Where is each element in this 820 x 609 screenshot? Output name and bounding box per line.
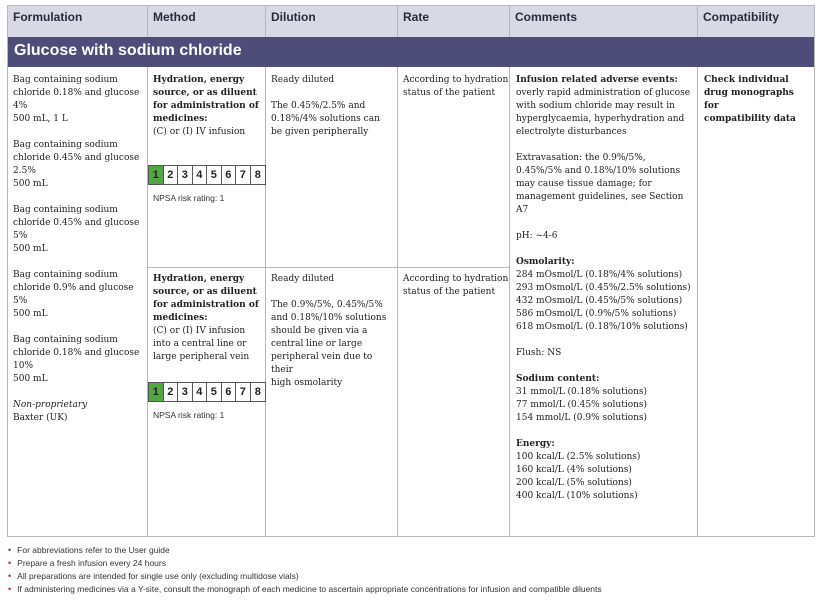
drug-title: Glucose with sodium chloride xyxy=(8,37,814,67)
comment-line: with sodium chloride may result in xyxy=(516,101,675,111)
formulation-line: 500 mL xyxy=(13,309,48,319)
compat-line: compatibility data xyxy=(704,114,796,124)
npsa-cell: 6 xyxy=(222,383,237,401)
header-comments: Comments xyxy=(510,6,698,37)
npsa-cell: 2 xyxy=(164,383,179,401)
npsa-cell: 7 xyxy=(236,383,251,401)
rate-row2 xyxy=(403,273,508,299)
ph-value: pH: ~4-6 xyxy=(516,231,558,241)
dilution-line: should be given via a xyxy=(271,326,368,336)
extravasation xyxy=(516,152,691,217)
formulation-line: 500 mL xyxy=(13,244,48,254)
npsa-cell: 2 xyxy=(164,166,179,184)
flush: Flush: NS xyxy=(516,348,562,358)
header-compatibility: Compatibility xyxy=(698,6,814,37)
dilution-line: high osmolarity xyxy=(271,378,343,388)
npsa-scale-2 xyxy=(148,382,266,402)
method-line: source, or as diluent xyxy=(153,287,257,297)
footnote-text: All preparations are intended for single use only (excluding multidose vials) xyxy=(17,571,299,581)
method-row1 xyxy=(153,74,259,139)
footnotes xyxy=(8,544,602,596)
footnote-text: If administering medicines via a Y-site, consult the monograph of each medicine to ascertain appropriate concentrations for infusion and compatible diluents xyxy=(17,584,602,594)
formulation-item xyxy=(13,334,142,386)
formulation-item xyxy=(13,269,142,321)
dilution-line: The 0.9%/5%, 0.45%/5% xyxy=(271,300,383,310)
comment-line: 31 mmol/L (0.18% solutions) xyxy=(516,387,648,397)
comment-line: 618 mOsmol/L (0.18%/10% solutions) xyxy=(516,322,688,332)
rate-row1 xyxy=(403,74,508,100)
footnote-text: For abbreviations refer to the User guide xyxy=(17,545,170,555)
npsa-cell: 1 xyxy=(149,383,164,401)
method-line: for administration of xyxy=(153,300,259,310)
formulation-item xyxy=(13,139,142,191)
comment-line: 200 kcal/L (5% solutions) xyxy=(516,478,632,488)
rate-line: status of the patient xyxy=(403,88,496,98)
sodium-content xyxy=(516,373,691,425)
compat-line: drug monographs for xyxy=(704,88,794,111)
footnote: • If administering medicines via a Y-site, consult the monograph of each medicine to ascertain appropriate concentrations for infusion and compatible diluents xyxy=(8,584,602,594)
method-line: into a central line or xyxy=(153,339,247,349)
method-line: (C) or (I) IV infusion xyxy=(153,326,246,336)
dilution-line: and 0.18%/10% solutions xyxy=(271,313,387,323)
formulation-line: Bag containing sodium xyxy=(13,140,118,150)
proprietary-label: Non-proprietary xyxy=(13,400,88,410)
comment-line: 0.45%/5% and 0.18%/10% solutions xyxy=(516,166,681,176)
method-line: large peripheral vein xyxy=(153,352,250,362)
comment-line: 293 mOsmol/L (0.45%/2.5% solutions) xyxy=(516,283,691,293)
method-column xyxy=(148,67,266,536)
npsa-cell: 8 xyxy=(254,385,261,398)
npsa-cell: 4 xyxy=(193,166,208,184)
comment-line: Infusion related adverse events: xyxy=(516,75,678,85)
formulation-line: 5% xyxy=(13,296,28,306)
npsa-scale-1 xyxy=(148,165,266,185)
comment-line: hyperglycaemia, hyperhydration and xyxy=(516,114,685,124)
dilution-column xyxy=(266,67,398,536)
dilution-line: central line or large xyxy=(271,339,363,349)
footnote: • Prepare a fresh infusion every 24 hours xyxy=(8,558,166,568)
formulation-line: 500 mL xyxy=(13,179,48,189)
header-formulation: Formulation xyxy=(8,6,148,37)
dilution-row1 xyxy=(271,74,380,139)
compat-line: Check individual xyxy=(704,75,789,85)
formulation-line: Bag containing sodium xyxy=(13,335,118,345)
method-line: Hydration, energy xyxy=(153,75,245,85)
comment-line: 100 kcal/L (2.5% solutions) xyxy=(516,452,641,462)
dilution-line: The 0.45%/2.5% and xyxy=(271,101,366,111)
energy xyxy=(516,438,691,503)
dilution-row2 xyxy=(271,273,397,390)
npsa-cell: 7 xyxy=(236,166,251,184)
formulation-line: 500 mL, 1 L xyxy=(13,114,68,124)
rate-line: According to hydration xyxy=(403,274,509,284)
method-row2 xyxy=(153,273,259,364)
npsa-cell: 5 xyxy=(207,383,222,401)
osmolarity xyxy=(516,256,691,334)
footnote: • For abbreviations refer to the User guide xyxy=(8,545,170,555)
dilution-head: Ready diluted xyxy=(271,75,335,85)
comment-line: electrolyte disturbances xyxy=(516,127,627,137)
header-rate: Rate xyxy=(398,6,510,37)
formulation-line: Bag containing sodium xyxy=(13,270,118,280)
comment-line: may cause tissue damage; for xyxy=(516,179,652,189)
dilution-line: be given peripherally xyxy=(271,127,369,137)
comment-line: 77 mmol/L (0.45% solutions) xyxy=(516,400,648,410)
formulation-item xyxy=(13,74,142,126)
npsa-risk-label: NPSA risk rating: 1 xyxy=(153,193,225,203)
npsa-risk-label: NPSA risk rating: 1 xyxy=(153,410,225,420)
formulation-line: Bag containing sodium xyxy=(13,75,118,85)
formulation-line: Bag containing sodium xyxy=(13,205,118,215)
dilution-line: peripheral vein due to their xyxy=(271,352,373,375)
formulation-line: chloride 0.18% and glucose xyxy=(13,88,140,98)
formulation-line: chloride 0.9% and glucose xyxy=(13,283,134,293)
row-divider xyxy=(148,267,510,268)
comments-column xyxy=(510,67,698,536)
rate-line: status of the patient xyxy=(403,287,496,297)
header-method: Method xyxy=(148,6,266,37)
rate-line: According to hydration xyxy=(403,75,509,85)
comment-title: Osmolarity: xyxy=(516,257,575,267)
npsa-cell: 4 xyxy=(193,383,208,401)
footnote-text: Prepare a fresh infusion every 24 hours xyxy=(17,558,166,568)
comment-line: 160 kcal/L (4% solutions) xyxy=(516,465,632,475)
method-line: medicines: xyxy=(153,114,208,124)
comment-line: overly rapid administration of glucose xyxy=(516,88,691,98)
header-dilution: Dilution xyxy=(266,6,398,37)
comment-line: 400 kcal/L (10% solutions) xyxy=(516,491,638,501)
comment-title: Energy: xyxy=(516,439,555,449)
method-line: for administration of xyxy=(153,101,259,111)
npsa-cell: 5 xyxy=(207,166,222,184)
adverse-events xyxy=(516,74,691,139)
method-line: medicines: xyxy=(153,313,208,323)
compatibility-column xyxy=(698,67,814,536)
formulation-line: 5% xyxy=(13,231,28,241)
formulation-line: 2.5% xyxy=(13,166,36,176)
formulation-line: 500 mL xyxy=(13,374,48,384)
formulation-line: 4% xyxy=(13,101,28,111)
formulation-item xyxy=(13,204,142,256)
npsa-cell: 3 xyxy=(178,166,193,184)
formulation-line: chloride 0.45% and glucose xyxy=(13,218,140,228)
npsa-cell: 1 xyxy=(149,166,164,184)
comment-line: 284 mOsmol/L (0.18%/4% solutions) xyxy=(516,270,683,280)
npsa-cell: 6 xyxy=(222,166,237,184)
method-line: (C) or (I) IV infusion xyxy=(153,127,246,137)
formulation-line: 10% xyxy=(13,361,34,371)
footnote: • All preparations are intended for single use only (excluding multidose vials) xyxy=(8,571,299,581)
method-line: source, or as diluent xyxy=(153,88,257,98)
npsa-cell: 8 xyxy=(254,168,261,181)
comment-line: Extravasation: the 0.9%/5%, xyxy=(516,153,646,163)
formulation-column xyxy=(8,67,148,536)
comment-title: Sodium content: xyxy=(516,374,600,384)
dilution-head: Ready diluted xyxy=(271,274,335,284)
comment-line: 432 mOsmol/L (0.45%/5% solutions) xyxy=(516,296,683,306)
comment-line: 154 mmol/L (0.9% solutions) xyxy=(516,413,648,423)
formulation-line: chloride 0.18% and glucose xyxy=(13,348,140,358)
comment-line: 586 mOsmol/L (0.9%/5% solutions) xyxy=(516,309,677,319)
comment-line: management guidelines, see Section A7 xyxy=(516,192,684,215)
method-line: Hydration, energy xyxy=(153,274,245,284)
dilution-line: 0.18%/4% solutions can xyxy=(271,114,380,124)
formulation-line: chloride 0.45% and glucose xyxy=(13,153,140,163)
manufacturer: Baxter (UK) xyxy=(13,413,68,423)
npsa-cell: 3 xyxy=(178,383,193,401)
rate-column xyxy=(398,67,510,536)
monograph-table xyxy=(7,5,815,537)
